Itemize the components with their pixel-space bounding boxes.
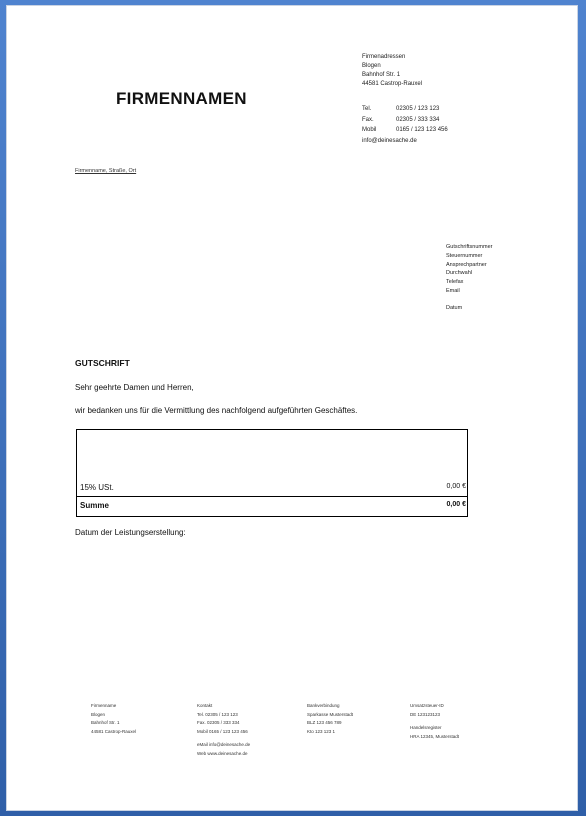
sender-contact <box>362 104 448 146</box>
fax-row <box>362 115 448 126</box>
footer-line: eMail info@deinesache.de <box>197 742 251 747</box>
vat-label: 15% USt. <box>80 483 114 492</box>
document-title: GUTSCHRIFT <box>75 358 130 368</box>
tel-row <box>362 104 448 115</box>
email-row <box>362 136 448 147</box>
meta-email: Email <box>446 287 460 294</box>
footer-line: Bankverbindung <box>307 703 340 708</box>
document-page <box>6 5 578 811</box>
footer-line: Sparkasse Musterstadt <box>307 711 354 717</box>
sum-value: 0,00 € <box>446 501 466 508</box>
footer-line: Umsatzsteuer-ID <box>410 703 444 708</box>
meta-extension: Durchwahl <box>446 270 472 277</box>
footer-registry <box>410 702 459 741</box>
items-table <box>76 429 468 517</box>
document-meta <box>446 243 492 313</box>
return-address-line: Firmenname, Straße, Ort <box>75 168 137 174</box>
footer-line: Handelsregister <box>410 725 442 730</box>
footer-line: Firmenname <box>91 703 117 708</box>
email-value: info@deinesache.de <box>362 137 417 144</box>
meta-contact-person: Ansprechpartner <box>446 261 487 268</box>
meta-credit-number: Gutschriftsnummer <box>446 244 493 250</box>
footer-line: Kontakt <box>197 703 213 708</box>
footer-contact <box>197 702 250 758</box>
footer-line: Blogen <box>91 711 106 717</box>
footer-line: Tel. 02305 / 123 123 <box>197 711 238 717</box>
meta-tax-number: Steuernummer <box>446 252 483 259</box>
mobil-label: Mobil <box>362 127 377 133</box>
service-date-label: Datum der Leistungserstellung: <box>75 528 186 537</box>
footer-line: Fax. 02305 / 333 334 <box>197 720 240 725</box>
meta-date: Datum <box>446 304 463 311</box>
mobil-row <box>362 125 448 136</box>
meta-telefax: Telefax <box>446 279 464 286</box>
mobil-value: 0165 / 123 123 456 <box>396 127 448 133</box>
footer-company <box>91 702 136 736</box>
company-name: FIRMENNAMEN <box>116 89 247 108</box>
footer-line: 44581 Castrop-Rauxel <box>91 728 137 734</box>
footer-line: Kto 123 123 1 <box>307 728 336 734</box>
footer-line: Web www.deinesache.de <box>197 750 248 756</box>
footer-line: Bahnhof Str. 1 <box>91 720 120 725</box>
vat-value: 0,00 € <box>446 483 466 490</box>
sum-divider <box>77 496 467 497</box>
sender-line-2: Blogen <box>362 63 381 69</box>
fax-label: Fax. <box>362 116 374 123</box>
footer-bank <box>307 702 353 736</box>
fax-value: 02305 / 333 334 <box>396 116 440 123</box>
footer-line: Mobil 0165 / 123 123 456 <box>197 728 248 734</box>
intro-text: wir bedanken uns für die Vermittlung des nachfolgend aufgeführten Geschäftes. <box>75 406 358 415</box>
footer-line: DE 123123123 <box>410 711 441 717</box>
sender-line-3: Bahnhof Str. 1 <box>362 72 401 78</box>
footer-line: BLZ 123 456 789 <box>307 720 342 725</box>
sender-line-1: Firmenadressen <box>362 54 406 60</box>
tel-value: 02305 / 123 123 <box>396 106 440 112</box>
sender-address <box>362 53 422 89</box>
salutation: Sehr geehrte Damen und Herren, <box>75 383 194 392</box>
footer-line: HRA 12345, Musterstadt <box>410 733 460 739</box>
tel-label: Tel. <box>362 106 372 112</box>
sender-line-4: 44581 Castrop-Rauxel <box>362 81 423 87</box>
sum-label: Summe <box>80 501 109 510</box>
